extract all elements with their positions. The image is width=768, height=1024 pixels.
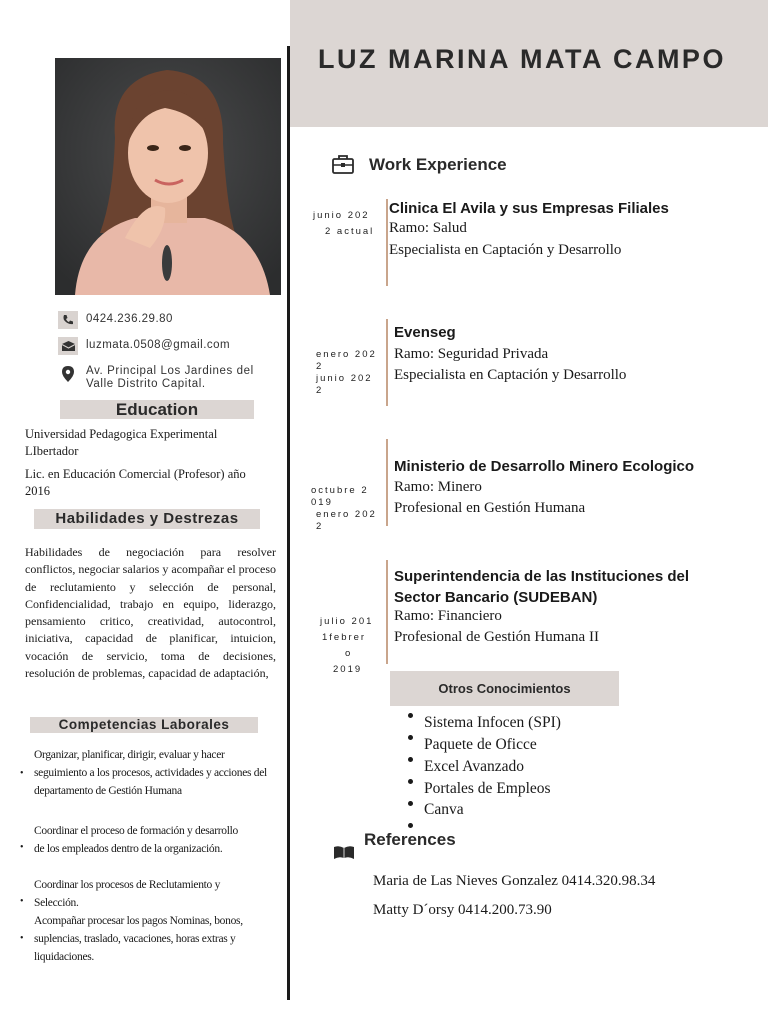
job-3-date <box>311 485 377 533</box>
references-heading: References <box>364 830 456 849</box>
email-address: luzmata.0508@gmail.com <box>86 339 231 351</box>
job-2-date-line-2: 2 <box>316 361 324 372</box>
address-line-2: Valle Distrito Capital. <box>86 378 206 390</box>
column-divider <box>287 46 290 1000</box>
job-4-date-line-2: 1febrer <box>322 632 367 643</box>
job-2-company: Evenseg <box>394 324 456 341</box>
job-3-date-line-2: 019 <box>311 497 333 508</box>
job-3-date-line-1: octubre 2 <box>311 485 369 496</box>
job-1-date-line-1: junio 202 <box>313 210 370 221</box>
job-3-date-line-3: enero 202 <box>316 509 377 520</box>
otros-conocimientos-heading: Otros Conocimientos <box>390 671 619 706</box>
address-text <box>86 365 254 391</box>
job-1-date <box>313 208 374 240</box>
phone-icon <box>58 311 78 329</box>
education-line-2: LIbertador <box>25 444 79 458</box>
competencia-item-1: Organizar, planificar, dirigir, evaluar y hacer seguimiento a los procesos, actividades y acciones del departamento de Gestión Humana <box>34 749 267 797</box>
otros-item-4: Portales de Empleos <box>424 780 551 797</box>
job-1-role: Especialista en Captación y Desarrollo <box>389 242 622 258</box>
reference-2: Matty D´orsy 0414.200.73.90 <box>373 902 552 918</box>
address-line-1: Av. Principal Los Jardines del <box>86 365 254 377</box>
competencia-item-4: Acompañar procesar los pagos Nominas, bonos, suplencias, traslado, vacaciones, horas extras y liquidaciones. <box>34 915 243 963</box>
job-2-date <box>316 349 377 397</box>
job-4-date <box>320 614 373 678</box>
profile-photo <box>55 58 281 295</box>
job-4-company-line-1: Superintendencia de las Instituciones del <box>394 568 690 585</box>
briefcase-icon <box>332 154 354 179</box>
job-4-date-line-4: 2019 <box>333 664 363 675</box>
envelope-icon <box>58 337 78 355</box>
otros-item-1: Sistema Infocen (SPI) <box>424 714 561 731</box>
job-3-role: Profesional en Gestión Humana <box>394 500 586 516</box>
otros-item-3: Excel Avanzado <box>424 758 524 775</box>
job-4-ramo: Ramo: Financiero <box>394 608 502 624</box>
job-3-date-line-4: 2 <box>316 521 324 532</box>
bullet-icon: • <box>20 768 24 779</box>
job-1-company: Clinica El Avila y sus Empresas Filiales <box>389 200 669 217</box>
job-2-ramo: Ramo: Seguridad Privada <box>394 346 549 362</box>
job-4-date-line-1: julio 201 <box>320 616 374 627</box>
job-3-line <box>386 439 388 526</box>
bullet-icon: • <box>20 896 24 907</box>
education-line-1: Universidad Pedagogica Experimental <box>25 427 218 441</box>
competencia-item-3: Coordinar los procesos de Reclutamiento y Selección. <box>34 879 221 909</box>
education-line-4: 2016 <box>25 484 50 498</box>
bullet-icon <box>408 779 413 784</box>
job-4-line <box>386 560 388 664</box>
skills-heading: Habilidades y Destrezas <box>34 509 260 529</box>
job-4-date-line-3: o <box>345 648 353 659</box>
competencias-heading: Competencias Laborales <box>30 717 258 733</box>
job-3-ramo: Ramo: Minero <box>394 479 482 495</box>
bullet-icon: • <box>20 933 24 944</box>
bullet-icon <box>408 801 413 806</box>
job-2-date-line-4: 2 <box>316 385 324 396</box>
job-4-company-line-2: Sector Bancario (SUDEBAN) <box>394 589 598 606</box>
candidate-name: LUZ MARINA MATA CAMPO <box>318 44 726 74</box>
phone-number: 0424.236.29.80 <box>86 313 173 325</box>
job-2-date-line-3: junio 202 <box>316 373 373 384</box>
job-4-role: Profesional de Gestión Humana II <box>394 629 599 645</box>
bullet-icon <box>408 823 413 828</box>
job-2-line <box>386 319 388 406</box>
education-line-3: Lic. en Educación Comercial (Profesor) año <box>25 467 246 481</box>
otros-item-5: Canva <box>424 801 464 818</box>
job-4-company <box>394 566 689 608</box>
education-degree <box>25 466 246 500</box>
bullet-icon <box>408 735 413 740</box>
bullet-icon <box>408 757 413 762</box>
work-experience-heading: Work Experience <box>369 155 507 174</box>
job-1-ramo: Ramo: Salud <box>389 220 467 236</box>
job-3-company: Ministerio de Desarrollo Minero Ecologico <box>394 458 695 475</box>
job-1-date-line-2: 2 actual <box>325 226 375 237</box>
job-2-date-line-1: enero 202 <box>316 349 377 360</box>
reference-1: Maria de Las Nieves Gonzalez 0414.320.98.34 <box>373 873 656 889</box>
job-1-line <box>386 199 388 286</box>
education-university <box>25 426 217 460</box>
education-heading: Education <box>60 400 254 419</box>
book-icon <box>334 845 354 864</box>
bullet-icon: • <box>20 842 24 853</box>
location-pin-icon <box>58 365 78 383</box>
competencia-item-2: Coordinar el proceso de formación y desarrollo de los empleados dentro de la organización. <box>34 825 238 855</box>
otros-item-2: Paquete de Oficce <box>424 736 537 753</box>
bullet-icon <box>408 713 413 718</box>
skills-text: Habilidades de negociación para resolver conflictos, negociar salarios y acompañar el proceso de reclutamiento y selección de personal, Confidencialidad, trabajo en equipo, liderazgo, pensamiento critico, creatividad, autocontrol, iniciativa, capacidad de planificar, intuicion, vocación de servicio, toma de decisiones, resolución de problemas, capacidad de adaptación, <box>25 545 276 681</box>
job-2-role: Especialista en Captación y Desarrollo <box>394 367 627 383</box>
